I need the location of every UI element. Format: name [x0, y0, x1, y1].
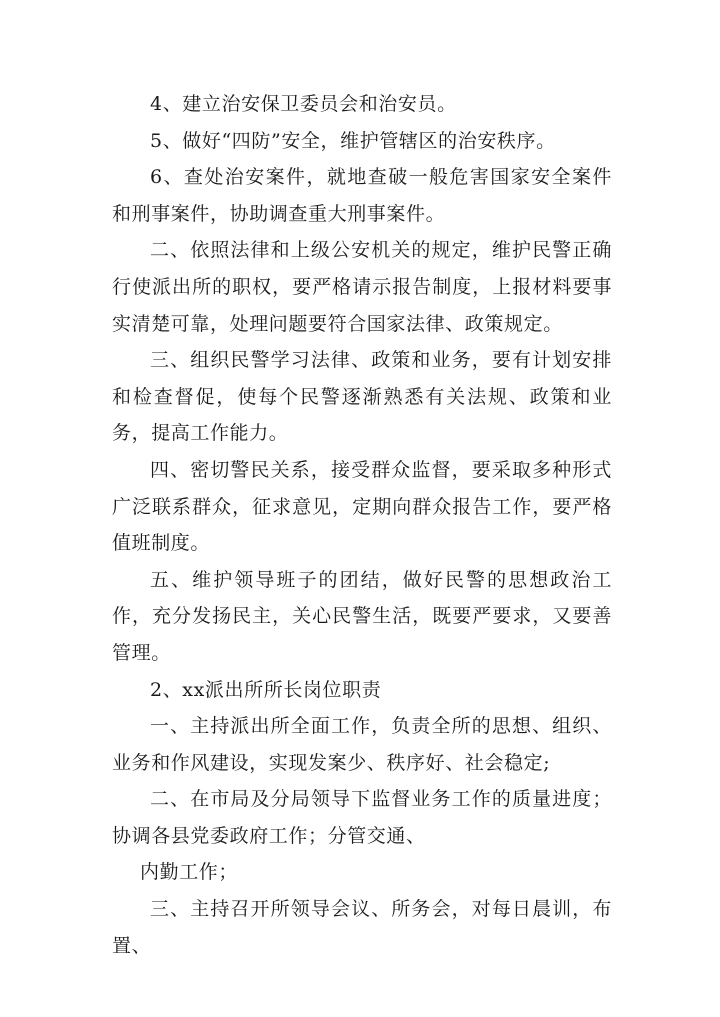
paragraph-duty-2: 二、在市局及分局领导下监督业务工作的质量进度；协调各县党委政府工作；分管交通、 [112, 788, 612, 847]
paragraph-duty-1: 一、主持派出所全面工作，负责全所的思想、组织、业务和作风建设，实现发案少、秩序好、社会稳定; [112, 715, 612, 774]
paragraph-section-3: 三、组织民警学习法律、政策和业务，要有计划安排和检查督促，使每个民警逐渐熟悉有关法规、政策和业务，提高工作能力。 [112, 349, 612, 445]
paragraph-section-2: 二、依照法律和上级公安机关的规定，维护民警正确行使派出所的职权，要严格请示报告制度，上报材料要事实清楚可靠，处理问题要符合国家法律、政策规定。 [112, 239, 612, 335]
paragraph-duty-3: 三、主持召开所领导会议、所务会，对每日晨训，布置、 [112, 898, 612, 957]
paragraph-section-4: 四、密切警民关系，接受群众监督，要采取多种形式广泛联系群众，征求意见，定期向群众报告工作，要严格值班制度。 [112, 458, 612, 555]
paragraph-item-4: 4、建立治安保卫委员会和治安员。 [150, 93, 457, 115]
paragraph-item-5: 5、做好“四防”安全，维护管辖区的治安秩序。 [150, 129, 556, 152]
paragraph-section-5: 五、维护领导班子的团结，做好民警的思想政治工作，充分发扬民主，关心民警生活，既要严要求，又要善管理。 [112, 568, 612, 664]
paragraph-duty-2-continued: 内勤工作； [140, 861, 239, 884]
heading-director-duties: 2、xx派出所所长岗位职责 [150, 678, 382, 701]
paragraph-item-6: 6、查处治安案件，就地查破一般危害国家安全案件和刑事案件，协助调查重大刑事案件。 [112, 166, 612, 225]
document-body [112, 86, 612, 964]
